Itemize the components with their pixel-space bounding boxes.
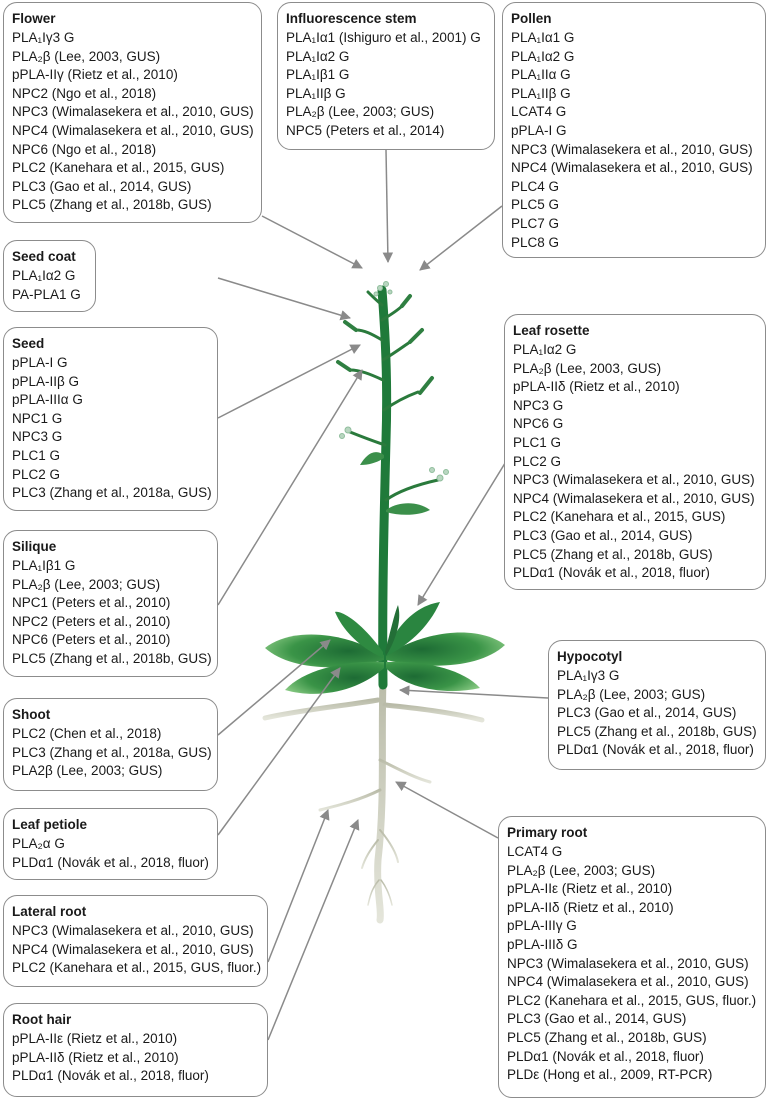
list-item: PLC5 (Zhang et al., 2018b, GUS) [12, 650, 212, 666]
panel-flower [3, 2, 262, 223]
panel-seed-coat [3, 240, 96, 312]
list-item: PLC2 (Kanehara et al., 2015, GUS) [12, 160, 225, 176]
list-item: LCAT4 G [511, 104, 567, 120]
list-item: pPLA-IIIα G [12, 392, 83, 408]
list-item: NPC2 (Peters et al., 2010) [12, 613, 171, 629]
list-item: PLA₁Iβ1 G [286, 67, 350, 83]
panel-list [507, 843, 757, 1085]
panel-silique [3, 530, 218, 677]
list-item: NPC4 (Wimalasekera et al., 2010, GUS) [12, 941, 254, 957]
list-item: PLC1 G [513, 434, 562, 450]
list-item: PLA2β (Lee, 2003; GUS) [12, 763, 163, 779]
list-item: PLC3 (Zhang et al., 2018a, GUS) [12, 485, 212, 501]
list-item: pPLA-IIδ (Rietz et al., 2010) [507, 899, 674, 915]
panel-title: Pollen [511, 11, 552, 26]
list-item: PLA₁Iγ3 G [12, 30, 75, 45]
list-item: NPC4 (Wimalasekera et al., 2010, GUS) [511, 160, 753, 176]
list-item: pPLA-IIδ (Rietz et al., 2010) [513, 379, 680, 395]
list-item: NPC3 (Wimalasekera et al., 2010, GUS) [513, 472, 755, 488]
list-item: pPLA-I G [511, 122, 567, 138]
panel-title: Seed [12, 336, 45, 351]
list-item: PLC5 (Zhang et al., 2018b, GUS) [557, 723, 757, 739]
panel-title: Influorescence stem [286, 11, 417, 26]
list-item: PLA₂β (Lee, 2003; GUS) [12, 576, 161, 592]
list-item: PLA₁Iγ3 G [557, 668, 620, 683]
list-item: PLA₂β (Lee, 2003, GUS) [12, 48, 161, 64]
main-stem [382, 290, 387, 685]
list-item: PLA₁Iα2 G [12, 268, 76, 283]
list-item: PLC2 (Kanehara et al., 2015, GUS) [513, 509, 726, 525]
list-item: PLC1 G [12, 447, 61, 463]
panel-title: Hypocotyl [557, 649, 623, 664]
panel-list [12, 725, 212, 781]
panel-list [557, 667, 757, 760]
list-item: NPC4 (Wimalasekera et al., 2010, GUS) [12, 122, 254, 138]
list-item: pPLA-IIδ (Rietz et al., 2010) [12, 1049, 179, 1065]
panel-lateral-root [3, 895, 268, 987]
panel-title: Leaf rosette [513, 323, 590, 338]
list-item: PA-PLA1 G [12, 286, 81, 302]
list-item: PLC2 (Kanehara et al., 2015, GUS, fluor.) [12, 960, 262, 976]
panel-title: Primary root [507, 825, 588, 840]
list-item: PLC2 (Kanehara et al., 2015, GUS, fluor.) [507, 992, 757, 1008]
list-item: PLA₂β (Lee, 2003; GUS) [286, 104, 435, 120]
list-item: PLC3 (Zhang et al., 2018a, GUS) [12, 744, 212, 760]
panel-title: Seed coat [12, 249, 76, 264]
list-item: PLC5 (Zhang et al., 2018b, GUS) [513, 546, 713, 562]
list-item: pPLA-IIε (Rietz et al., 2010) [507, 881, 673, 897]
panel-list [12, 922, 262, 978]
panel-title: Leaf petiole [12, 817, 88, 832]
panel-root-hair [3, 1003, 268, 1097]
list-item: NPC6 (Peters et al., 2010) [12, 632, 171, 648]
list-item: PLC5 G [511, 197, 560, 213]
list-item: NPC1 G [12, 410, 63, 426]
list-item: pPLA-IIβ G [12, 373, 80, 389]
list-item: PLDα1 (Novák et al., 2018, fluor) [507, 1048, 704, 1064]
list-item: PLA₁Iα2 G [513, 342, 577, 357]
list-item: PLDα1 (Novák et al., 2018, fluor) [12, 854, 209, 870]
list-item: NPC3 (Wimalasekera et al., 2010, GUS) [507, 955, 749, 971]
list-item: PLC8 G [511, 234, 560, 250]
panel-title: Lateral root [12, 904, 87, 919]
list-item: PLDα1 (Novák et al., 2018, fluor) [513, 565, 710, 581]
list-item: PLC3 (Gao et al., 2014, GUS) [557, 705, 737, 721]
list-item: PLA₁IIα G [511, 67, 571, 83]
panel-list [12, 557, 212, 669]
list-item: PLA₂β (Lee, 2003; GUS) [557, 686, 706, 702]
panel-shoot [3, 698, 218, 791]
list-item: NPC1 (Peters et al., 2010) [12, 595, 171, 611]
list-item: NPC3 G [513, 397, 564, 413]
panel-title: Silique [12, 539, 57, 554]
list-item: pPLA-IIIγ G [507, 918, 577, 934]
list-item: PLC5 (Zhang et al., 2018b, GUS) [12, 197, 212, 213]
list-item: PLDε (Hong et al., 2009, RT-PCR) [507, 1067, 713, 1083]
list-item: NPC4 (Wimalasekera et al., 2010, GUS) [507, 974, 749, 990]
panel-list [12, 354, 212, 503]
list-item: NPC3 (Wimalasekera et al., 2010, GUS) [511, 141, 753, 157]
list-item: NPC5 (Peters et al., 2014) [286, 122, 445, 138]
list-item: NPC6 G [513, 416, 564, 432]
list-item: PLA₂β (Lee, 2003; GUS) [507, 862, 656, 878]
list-item: NPC6 (Ngo et al., 2018) [12, 141, 157, 157]
list-item: pPLA-IIIδ G [507, 936, 578, 952]
list-item: PLA₁Iα1 (Ishiguro et al., 2001) G [286, 30, 481, 45]
list-item: NPC2 (Ngo et al., 2018) [12, 85, 157, 101]
list-item: pPLA-IIε (Rietz et al., 2010) [12, 1031, 178, 1046]
list-item: PLC2 G [513, 453, 562, 469]
inflorescence [350, 292, 438, 500]
list-item: PLA₁IIβ G [511, 85, 571, 101]
panel-list [286, 29, 486, 141]
roots [265, 680, 482, 920]
list-item: pPLA-IIγ (Rietz et al., 2010) [12, 67, 178, 83]
list-item: PLA₁Iα2 G [286, 48, 350, 64]
panel-leaf-rosette [504, 314, 766, 590]
list-item: PLDα1 (Novák et al., 2018, fluor) [12, 1068, 209, 1084]
panel-inflorescence-stem [277, 2, 495, 150]
panel-list [12, 29, 253, 215]
panel-list [12, 267, 87, 304]
panel-list [513, 341, 757, 583]
list-item: PLA₁Iα1 G [511, 30, 575, 45]
list-item: PLDα1 (Novák et al., 2018, fluor) [557, 742, 754, 758]
panel-pollen [502, 2, 766, 258]
list-item: PLA₂α G [12, 836, 65, 851]
list-item: PLC4 G [511, 178, 560, 194]
list-item: NPC3 (Wimalasekera et al., 2010, GUS) [12, 104, 254, 120]
list-item: PLA₂β (Lee, 2003, GUS) [513, 360, 662, 376]
list-item: PLC2 G [12, 466, 61, 482]
panel-list [12, 1030, 259, 1086]
list-item: PLC7 G [511, 215, 560, 231]
panel-hypocotyl [548, 640, 766, 770]
panel-list [12, 835, 209, 872]
panel-leaf-petiole [3, 808, 218, 880]
list-item: PLA₁Iα2 G [511, 48, 575, 64]
list-item: PLA₁Iβ1 G [12, 558, 76, 573]
panel-title: Root hair [12, 1012, 72, 1027]
panel-primary-root [498, 816, 766, 1098]
list-item: NPC3 (Wimalasekera et al., 2010, GUS) [12, 923, 254, 938]
list-item: PLA₁IIβ G [286, 85, 346, 101]
panel-title: Shoot [12, 707, 51, 722]
panel-title: Flower [12, 11, 56, 26]
list-item: NPC4 (Wimalasekera et al., 2010, GUS) [513, 490, 755, 506]
panel-list [511, 29, 757, 252]
list-item: PLC5 (Zhang et al., 2018b, GUS) [507, 1029, 707, 1045]
list-item: PLC2 (Chen et al., 2018) [12, 726, 162, 741]
list-item: NPC3 G [12, 429, 63, 445]
list-item: PLC3 (Gao et al., 2014, GUS) [12, 178, 192, 194]
list-item: PLC3 (Gao et al., 2014, GUS) [513, 527, 693, 543]
list-item: pPLA-I G [12, 355, 68, 370]
panel-seed [3, 327, 218, 511]
list-item: PLC3 (Gao et al., 2014, GUS) [507, 1011, 687, 1027]
list-item: LCAT4 G [507, 844, 563, 859]
